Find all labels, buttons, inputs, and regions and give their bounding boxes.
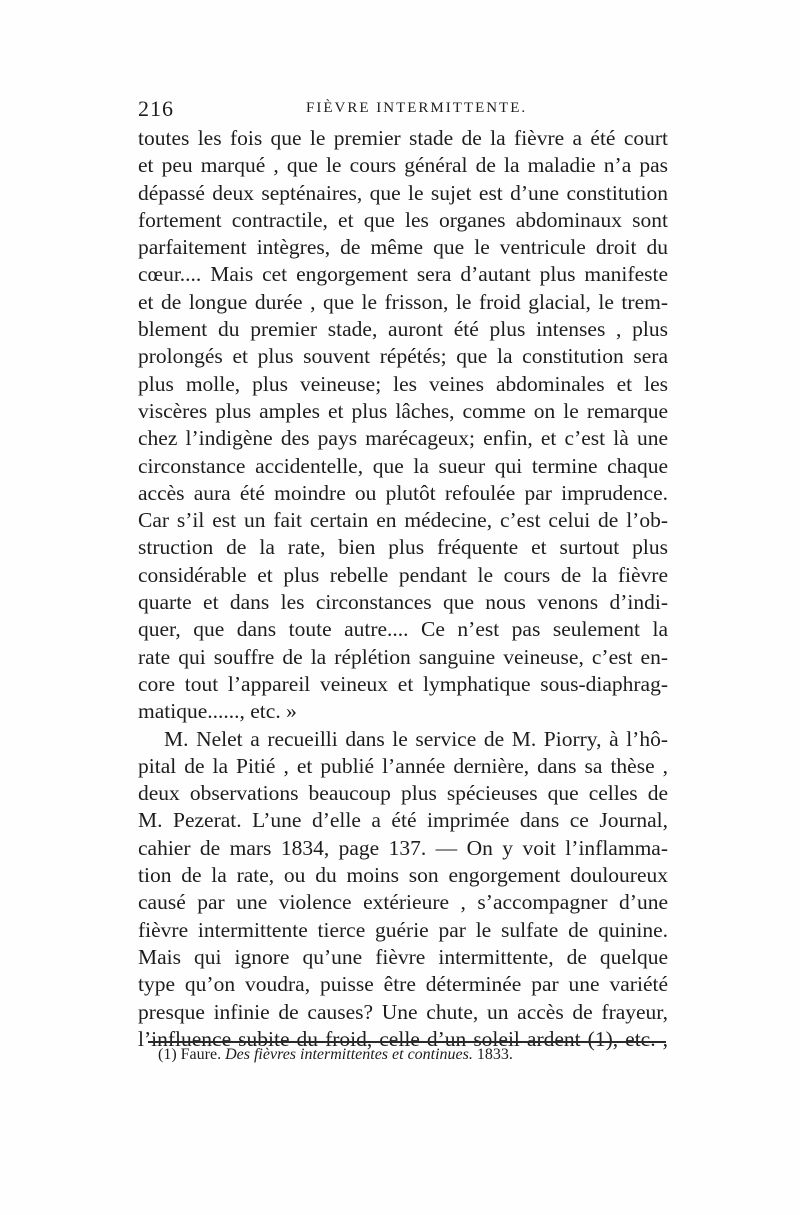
paragraph-2 xyxy=(138,726,668,1054)
text-line: cœur.... Mais cet engorgement sera d’autant plus manifeste xyxy=(138,262,668,287)
text-line: viscères plus amples et plus lâches, comme on le remarque xyxy=(138,398,668,423)
text-line: fièvre intermittente tierce guérie par le sulfate de quinine. xyxy=(138,917,668,942)
text-line: type qu’on voudra, puisse être déterminée par une variété xyxy=(138,972,668,997)
text-line: M. Nelet a recueilli dans le service de M. Piorry, à l’hô- xyxy=(164,726,668,751)
paragraph-1 xyxy=(138,125,668,726)
body-text xyxy=(138,125,668,1053)
text-line: chez l’indigène des pays marécageux; enfin, et c’est là une xyxy=(138,426,668,451)
text-line: prolongés et plus souvent répétés; que la constitution sera xyxy=(138,344,668,369)
footnote-marker: (1) Faure. xyxy=(158,1046,222,1063)
text-line: quer, que dans toute autre.... Ce n’est pas seulement la xyxy=(138,617,668,642)
text-line: causé par une violence extérieure , s’accompagner d’une xyxy=(138,890,668,915)
text-line: plus molle, plus veineuse; les veines abdominales et les xyxy=(138,371,668,396)
text-line: quarte et dans les circonstances que nous venons d’indi- xyxy=(138,590,668,615)
text-line: circonstance accidentelle, que la sueur qui termine chaque xyxy=(138,453,668,478)
text-line: struction de la rate, bien plus fréquente et surtout plus xyxy=(138,535,668,560)
text-line: core tout l’appareil veineux et lymphatique sous-diaphrag- xyxy=(138,671,668,696)
text-line: matique......, etc. » xyxy=(138,699,297,724)
footnote-year: 1833. xyxy=(476,1046,513,1063)
text-line: accès aura été moindre ou plutôt refoulée par imprudence. xyxy=(138,480,668,505)
text-line: dépassé deux septénaires, que le sujet est d’une constitution xyxy=(138,180,668,205)
text-line: tion de la rate, ou du moins son engorgement douloureux xyxy=(138,863,668,888)
text-line: l’influence subite du froid, celle d’un soleil ardent (1), etc. , xyxy=(138,1026,668,1051)
text-line: M. Pezerat. L’une d’elle a été imprimée dans ce Journal, xyxy=(138,808,668,833)
text-line: toutes les fois que le premier stade de la fièvre a été court xyxy=(138,126,668,150)
running-title: FIÈVRE INTERMITTENTE. xyxy=(306,100,528,116)
text-line: pital de la Pitié , et publié l’année dernière, dans sa thèse , xyxy=(138,753,668,778)
page-number: 216 xyxy=(138,96,174,121)
text-line: parfaitement intègres, de même que le ventricule droit du xyxy=(138,235,668,260)
footnote-divider xyxy=(148,1041,666,1043)
text-line: et peu marqué , que le cours général de la maladie n’a pas xyxy=(138,153,668,178)
text-line: fortement contractile, et que les organes abdominaux sont xyxy=(138,207,668,232)
text-line: cahier de mars 1834, page 137. — On y voit l’inflamma- xyxy=(138,835,668,860)
text-line: rate qui souffre de la réplétion sanguine veineuse, c’est en- xyxy=(138,644,668,669)
text-line: blement du premier stade, auront été plus intenses , plus xyxy=(138,317,668,342)
text-line: considérable et plus rebelle pendant le cours de la fièvre xyxy=(138,562,668,587)
text-line: deux observations beaucoup plus spécieuses que celles de xyxy=(138,781,668,806)
page-header xyxy=(138,96,668,122)
text-line: Car s’il est un fait certain en médecine, c’est celui de l’ob- xyxy=(138,508,668,533)
footnote-title: Des fièvres intermittentes et continues. xyxy=(225,1046,473,1063)
footnote xyxy=(158,1046,513,1064)
text-line: Mais qui ignore qu’une fièvre intermittente, de quelque xyxy=(138,944,668,969)
text-line: presque infinie de causes? Une chute, un accès de frayeur, xyxy=(138,999,668,1024)
text-line: et de longue durée , que le frisson, le froid glacial, le trem- xyxy=(138,289,668,314)
